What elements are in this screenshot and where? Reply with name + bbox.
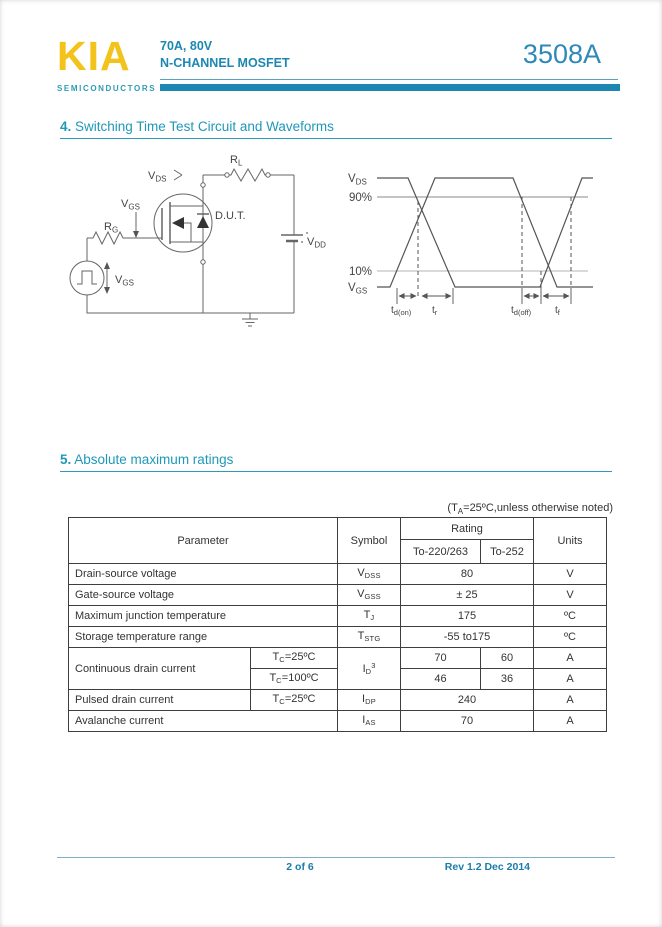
- symbol-cell: $V_{DSS}$: [338, 564, 401, 585]
- col-header-rating: Rating: [401, 518, 534, 540]
- rating-cell: 46: [401, 669, 481, 690]
- col-header-symbol: Symbol: [338, 518, 401, 564]
- ground-symbol: [242, 313, 258, 326]
- header-rule-bar: [160, 84, 620, 91]
- section-4-title-text: Switching Time Test Circuit and Waveforms: [71, 119, 334, 134]
- waveform-vds-label: $V_{DS}$: [348, 173, 367, 187]
- section-5-title-text: Absolute maximum ratings: [71, 452, 234, 467]
- logo-subtitle: SEMICONDUCTORS: [57, 84, 157, 93]
- condition-cell: $T_C=25ºC$: [251, 648, 338, 669]
- symbol-cell: $V_{GSS}$: [338, 585, 401, 606]
- rating-cell: 36: [481, 669, 534, 690]
- units-cell: A: [534, 648, 607, 669]
- rating-cell: 175: [401, 606, 534, 627]
- circuit-rg-label: $R_G$: [104, 221, 119, 235]
- table-row: [69, 690, 607, 711]
- section-5-number: 5.: [60, 452, 72, 467]
- col-header-to252: To-252: [481, 540, 534, 564]
- units-cell: ºC: [534, 627, 607, 648]
- waveform-tr-label: $t_r$: [432, 305, 438, 317]
- units-cell: A: [534, 690, 607, 711]
- units-cell: V: [534, 585, 607, 606]
- table-row: [69, 585, 607, 606]
- param-cell: Pulsed drain current: [69, 690, 251, 711]
- symbol-cell: $I_{DP}$: [338, 690, 401, 711]
- part-number: 3508A: [522, 39, 601, 69]
- table-row: [69, 711, 607, 732]
- col-header-units: Units: [534, 518, 607, 564]
- col-header-to220-263: To-220/263: [401, 540, 481, 564]
- waveform-td-off-label: $t_{d(off)}$: [511, 305, 532, 317]
- table-row: [69, 606, 607, 627]
- rating-cell: 70: [401, 648, 481, 669]
- symbol-cell: $I_D^3$: [338, 648, 401, 690]
- circuit-vds-label: $V_{DS}$: [148, 170, 167, 184]
- circuit-vgs-gate-label: $V_{GS}$: [121, 198, 140, 212]
- circuit-rl-label: $R_L$: [230, 154, 243, 168]
- units-cell: V: [534, 564, 607, 585]
- rl-resistor: [227, 169, 268, 181]
- param-cell: Storage temperature range: [69, 627, 338, 648]
- product-type: N-CHANNEL MOSFET: [160, 56, 290, 70]
- revision: Rev 1.2 Dec 2014: [444, 861, 530, 873]
- waveform-tf-label: $t_f$: [555, 305, 560, 317]
- section-4-number: 4.: [60, 119, 72, 134]
- units-cell: A: [534, 669, 607, 690]
- units-cell: A: [534, 711, 607, 732]
- waveform-10-label: 10%: [349, 266, 373, 278]
- circuit-dut-label: D.U.T.: [215, 210, 246, 222]
- symbol-cell: $I_{AS}$: [338, 711, 401, 732]
- switching-test-circuit-diagram: [60, 150, 340, 335]
- header-rule-thin: [160, 79, 618, 80]
- condition-cell: $T_C=100ºC$: [251, 669, 338, 690]
- section-4-underline: [60, 138, 612, 139]
- rating-cell: 60: [481, 648, 534, 669]
- table-row: [69, 648, 607, 669]
- footer-rule: [57, 857, 615, 858]
- param-cell: Drain-source voltage: [69, 564, 338, 585]
- param-cell: Maximum junction temperature: [69, 606, 338, 627]
- circuit-wires: [87, 169, 308, 326]
- circuit-vgs-source-label: $V_{GS}$: [115, 274, 134, 288]
- param-cell: Continuous drain current: [69, 648, 251, 690]
- mosfet-symbol: [154, 194, 212, 252]
- rating-cell: ± 25: [401, 585, 534, 606]
- waveform-vgs-label: $V_{GS}$: [348, 282, 368, 296]
- section-5-title: [60, 452, 233, 467]
- rating-cell: -55 to175: [401, 627, 534, 648]
- units-cell: ºC: [534, 606, 607, 627]
- rating-cell: 80: [401, 564, 534, 585]
- ratings-note: ($T_A=25ºC,unless$ otherwise noted): [447, 502, 613, 517]
- waveform-td-on-label: $t_{d(on)}$: [391, 305, 412, 317]
- body-diode-triangle: [197, 216, 209, 228]
- pulse-generator: [70, 261, 110, 295]
- mosfet-arrow: [172, 217, 184, 229]
- condition-cell: $T_C=25ºC$: [251, 690, 338, 711]
- page-number: 2 of 6: [286, 861, 314, 873]
- col-header-parameter: Parameter: [69, 518, 338, 564]
- rg-resistor: [87, 232, 162, 244]
- table-row: [69, 564, 607, 585]
- section-4-title: [60, 119, 334, 134]
- waveform-90-label: 90%: [349, 192, 373, 204]
- absolute-maximum-ratings-table: [68, 517, 607, 732]
- circuit-vdd-label: $V_{DD}$: [307, 236, 326, 250]
- table-header-row-1: [69, 518, 607, 540]
- vds-probe-arrow: [174, 170, 182, 180]
- pulse-glyph: [77, 271, 97, 284]
- param-cell: Avalanche current: [69, 711, 338, 732]
- symbol-cell: $T_{STG}$: [338, 627, 401, 648]
- symbol-cell: $T_J$: [338, 606, 401, 627]
- rating-cell: 70: [401, 711, 534, 732]
- table-row: [69, 627, 607, 648]
- switching-waveform-diagram: [345, 165, 620, 325]
- waveform-reference-lines: [377, 197, 588, 271]
- section-5-underline: [60, 471, 612, 472]
- vgs-gate-arrowhead: [133, 231, 139, 238]
- rating-cell: 240: [401, 690, 534, 711]
- kia-logo: KIA: [57, 33, 131, 79]
- param-cell: Gate-source voltage: [69, 585, 338, 606]
- product-summary: [160, 38, 290, 72]
- product-rating: 70A, 80V: [160, 39, 213, 53]
